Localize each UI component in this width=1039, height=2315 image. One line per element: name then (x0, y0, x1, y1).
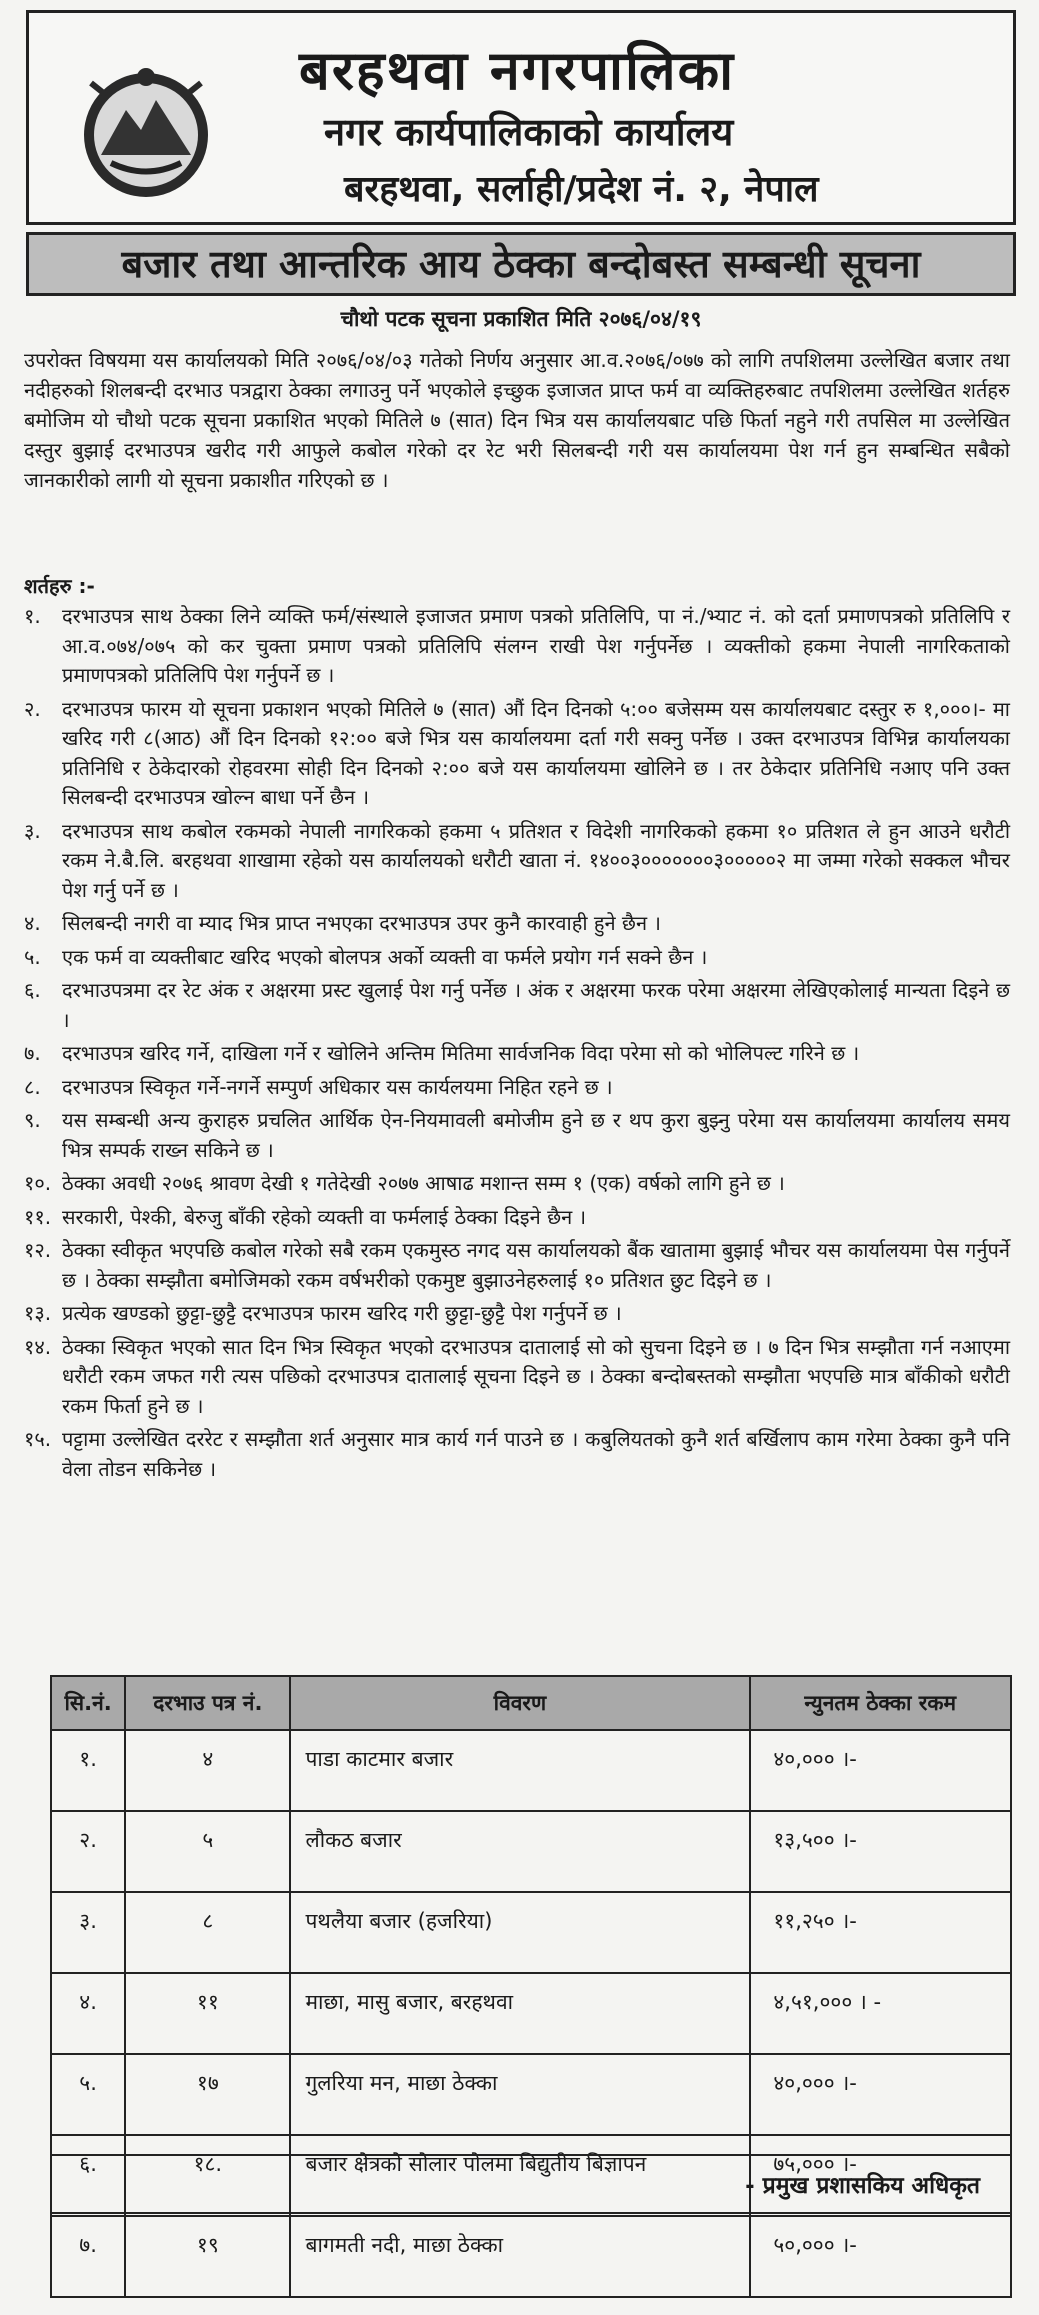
notice-header (26, 10, 1016, 225)
header-min-amount: न्युनतम ठेक्का रकम (750, 1676, 1011, 1730)
condition-text: पट्टामा उल्लेखित दररेट र सम्झौता शर्त अनुसार मात्र कार्य गर्न पाउने छ । कबुलियतको कुनै शर्त बर्खिलाप काम गरेमा ठेक्का कुनै पनि वेला तोडन सकिनेछ । (62, 1427, 1010, 1481)
condition-item (24, 1073, 1010, 1103)
condition-text: दरभाउपत्र साथ कबोल रकमको नेपाली नागरिकको हकमा ५ प्रतिशत र विदेशी नागरिकको हकमा १० प्रतिशत ले हुन आउने धरौटी रकम ने.बै.लि. बरहथवा शाखामा रहेको यस कार्यालयको धरौटी खाता नं. १४००३०००००००३०००००२ मा जम्मा गरेको सक्कल भौचर पेश गर्नु पर्ने छ । (62, 818, 1010, 902)
condition-text: ठेक्का स्विकृत भएको सात दिन भित्र स्विकृत भएको दरभाउपत्र दातालाई सो को सुचना दिइने छ । ७ दिन भित्र सम्झौता गर्न नआएमा धरौटी रकम जफत गरी त्यस पछिको दरभाउपत्र दातालाई सूचना दिइने छ । ठेक्का बन्दोबस्तको सम्झौता भएपछि मात्र बाँकीको धरौटी रकम फिर्ता हुने छ । (62, 1334, 1010, 1418)
row-amount: ५०,००० ।- (750, 2216, 1011, 2297)
condition-text: दरभाउपत्र खरिद गर्ने, दाखिला गर्ने र खोलिने अन्तिम मितिमा सार्वजनिक विदा परेमा सो को भोलिपल्ट गरिने छ । (62, 1041, 860, 1065)
row-description: बागमती नदी, माछा ठेक्का (290, 2216, 750, 2297)
condition-item (24, 1333, 1010, 1422)
row-description: बजार क्षेत्रको सोलार पोलमा बिद्युतीय बिज्ञापन (290, 2135, 750, 2216)
row-description: पाडा काटमार बजार (290, 1730, 750, 1811)
condition-number: ७. (24, 1041, 41, 1065)
condition-item (24, 1106, 1010, 1165)
condition-number: ११. (24, 1204, 52, 1229)
condition-number: १. (24, 604, 41, 628)
office-subtitle: नगर कार्यपालिकाको कार्यालय (324, 110, 734, 154)
condition-number: १५. (24, 1427, 52, 1451)
condition-number: ८. (24, 1074, 41, 1099)
condition-text: दरभाउपत्र फारम यो सूचना प्रकाशन भएको मितिले ७ (सात) औं दिन दिनको ५:०० बजेसम्म यस कार्यालयबाट दस्तुर रु १,०००।- मा खरिद गरी ८(आठ) औं दिन दिनको १२:०० बजे भित्र यस कार्यालयमा दर्ता गरी सक्नु पर्नेछ । उक्त दरभाउपत्र विभिन्न कार्यालयका प्रतिनिधि र ठेकेदारको रोहवरमा सोही दिन दिनको २:०० बजे यस कार्यालयमा खोलिने छ । तर ठेकेदार प्रतिनिधि नआए पनि उक्त सिलबन्दी दरभाउपत्र खोल्न बाधा पर्ने छैन । (62, 696, 1010, 809)
condition-text: सरकारी, पेश्की, बेरुजु बाँकी रहेको व्यक्ती वा फर्मलाई ठेक्का दिइने छैन । (62, 1204, 587, 1229)
row-amount: ४०,००० ।- (750, 2054, 1011, 2135)
condition-text: दरभाउपत्र स्विकृत गर्ने-नगर्ने सम्पुर्ण अधिकार यस कार्यलयमा निहित रहने छ । (62, 1074, 613, 1099)
header-description: विवरण (290, 1676, 750, 1730)
condition-item (24, 943, 1010, 973)
row-bid-no: ५ (125, 1811, 290, 1892)
condition-item (24, 695, 1010, 813)
row-sn: २. (51, 1811, 125, 1892)
row-bid-no: ४ (125, 1730, 290, 1811)
conditions-list (24, 602, 1010, 1488)
row-sn: ६. (51, 2135, 125, 2216)
condition-item (24, 1425, 1010, 1484)
row-amount: ४०,००० ।- (750, 1730, 1011, 1811)
row-description: पथलैया बजार (हजरिया) (290, 1892, 750, 1973)
nepal-government-emblem-icon (71, 55, 221, 205)
row-amount: ११,२५० ।- (750, 1892, 1011, 1973)
table-row (51, 2054, 1011, 2135)
header-sn: सि.नं. (51, 1676, 125, 1730)
condition-item (24, 1236, 1010, 1295)
row-bid-no: १८. (125, 2135, 290, 2216)
row-sn: १. (51, 1730, 125, 1811)
condition-item (24, 817, 1010, 906)
table-row (51, 1973, 1011, 2054)
condition-number: १०. (24, 1171, 52, 1195)
notice-banner: बजार तथा आन्तरिक आय ठेक्का बन्दोबस्त सम्बन्धी सूचना (26, 232, 1016, 296)
intro-paragraph: उपरोक्त विषयमा यस कार्यालयको मिति २०७६/०४/०३ गतेको निर्णय अनुसार आ.व.२०७६/०७७ को लागि तपशिलमा उल्लेखित बजार तथा नदीहरुको शिलबन्दी दरभाउ पत्रद्वारा ठेक्का लगाउनु पर्ने भएकोले इच्छुक इजाजत प्राप्त फर्म वा व्यक्तिहरुबाट तपशिलमा उल्लेखित शर्तहरु बमोजिम यो चौथो पटक सूचना प्रकाशित भएको मितिले ७ (सात) दिन भित्र यस कार्यालयबाट पछि फिर्ता नहुने गरी तपसिल मा उल्लेखित दस्तुर बुझाई दरभाउपत्र खरीद गरी आफुले कबोल गरेको दर रेट भरी सिलबन्दी गरी यस कार्यालयमा पेश गर्न हुन सम्बन्धित सबैको जानकारीको लागी यो सूचना प्रकाशीत गरिएको छ । (24, 348, 1010, 492)
row-sn: ७. (51, 2216, 125, 2297)
condition-number: ९. (24, 1108, 41, 1132)
table-row (51, 1811, 1011, 1892)
condition-number: ३. (24, 818, 41, 843)
condition-item (24, 602, 1010, 691)
condition-item (24, 909, 1010, 939)
row-sn: ५. (51, 2054, 125, 2135)
condition-text: प्रत्येक खण्डको छुट्टा-छुट्टै दरभाउपत्र फारम खरिद गरी छुट्टा-छुट्टै पेश गर्नुपर्ने छ । (62, 1301, 622, 1325)
row-bid-no: ८ (125, 1892, 290, 1973)
condition-item (24, 1169, 1010, 1199)
condition-text: सिलबन्दी नगरी वा म्याद भित्र प्राप्त नभएका दरभाउपत्र उपर कुनै कारवाही हुने छैन । (62, 911, 661, 935)
condition-text: यस सम्बन्धी अन्य कुराहरु प्रचलित आर्थिक ऐन-नियमावली बमोजीम हुने छ र थप कुरा बुझ्नु परेमा यस कार्यालयमा कार्यालय समय भित्र सम्पर्क राख्न सकिने छ । (62, 1108, 1010, 1162)
condition-item (24, 976, 1010, 1035)
signature-box (50, 2154, 1012, 2214)
table-row (51, 2216, 1011, 2297)
condition-text: दरभाउपत्रमा दर रेट अंक र अक्षरमा प्रस्ट खुलाई पेश गर्नु पर्नेछ । अंक र अक्षरमा फरक परेमा अक्षरमा लेखिएकोलाई मान्यता दिइने छ । (62, 978, 1010, 1032)
row-description: लौकठ बजार (290, 1811, 750, 1892)
row-sn: ३. (51, 1892, 125, 1973)
table-row (51, 1730, 1011, 1811)
condition-item (24, 1299, 1010, 1329)
office-address: बरहथवा, सर्लाही/प्रदेश नं. २, नेपाल (344, 169, 819, 210)
condition-number: २. (24, 696, 41, 721)
header-bid-no: दरभाउ पत्र नं. (125, 1676, 290, 1730)
publish-date-line: चौथो पटक सूचना प्रकाशित मिति २०७६/०४/१९ (340, 307, 702, 331)
condition-item (24, 1203, 1010, 1233)
condition-number: १४. (24, 1334, 52, 1359)
condition-text: ठेक्का स्वीकृत भएपछि कबोल गरेको सबै रकम एकमुस्ठ नगद यस कार्यालयको बैंक खातामा बुझाई भौचर यस कार्यालयमा पेस गर्नुपर्ने छ । ठेक्का सम्झौता बमोजिमको रकम वर्षभरीको एकमुष्ट बुझाउनेहरुलाई १० प्रतिशत छुट दिइने छ । (62, 1238, 1010, 1292)
row-sn: ४. (51, 1973, 125, 2054)
row-bid-no: १९ (125, 2216, 290, 2297)
row-amount: १३,५०० ।- (750, 1811, 1011, 1892)
condition-text: दरभाउपत्र साथ ठेक्का लिने व्यक्ति फर्म/संस्थाले इजाजत प्रमाण पत्रको प्रतिलिपि, पा नं./भ्याट नं. को दर्ता प्रमाणपत्रको प्रतिलिपि र आ.व.०७४/०७५ को कर चुक्ता प्रमाण पत्रको प्रतिलिपि संलग्न राखी पेश गर्नुपर्नेछ । व्यक्तीको हकमा नेपाली नागरिकताको प्रमाणपत्रको प्रतिलिपि पेश गर्नुपर्ने छ । (62, 604, 1010, 687)
row-description: माछा, मासु बजार, बरहथवा (290, 1973, 750, 2054)
condition-number: ४. (24, 911, 41, 935)
condition-item (24, 1039, 1010, 1069)
row-bid-no: १७ (125, 2054, 290, 2135)
table-header-row (51, 1676, 1011, 1730)
condition-text: ठेक्का अवधी २०७६ श्रावण देखी १ गतेदेखी २०७७ आषाढ मशान्त सम्म १ (एक) वर्षको लागि हुने छ । (62, 1171, 785, 1195)
table-row (51, 1892, 1011, 1973)
conditions-heading: शर्तहरु :- (24, 574, 95, 598)
condition-number: १२. (24, 1238, 52, 1262)
condition-text: एक फर्म वा व्यक्तीबाट खरिद भएको बोलपत्र अर्को व्यक्ती वा फर्मले प्रयोग गर्न सक्ने छैन । (62, 944, 708, 969)
condition-number: १३. (24, 1301, 52, 1325)
condition-number: ५. (24, 944, 41, 969)
row-amount: ४,५१,००० । - (750, 1973, 1011, 2054)
row-description: गुलरिया मन, माछा ठेक्का (290, 2054, 750, 2135)
row-bid-no: ११ (125, 1973, 290, 2054)
row-amount: ७५,००० ।- (750, 2135, 1011, 2216)
condition-number: ६. (24, 978, 41, 1002)
municipality-title: बरहथवा नगरपालिका (299, 39, 736, 102)
signature-text: - प्रमुख प्रशासकिय अधिकृत (745, 2173, 980, 2199)
